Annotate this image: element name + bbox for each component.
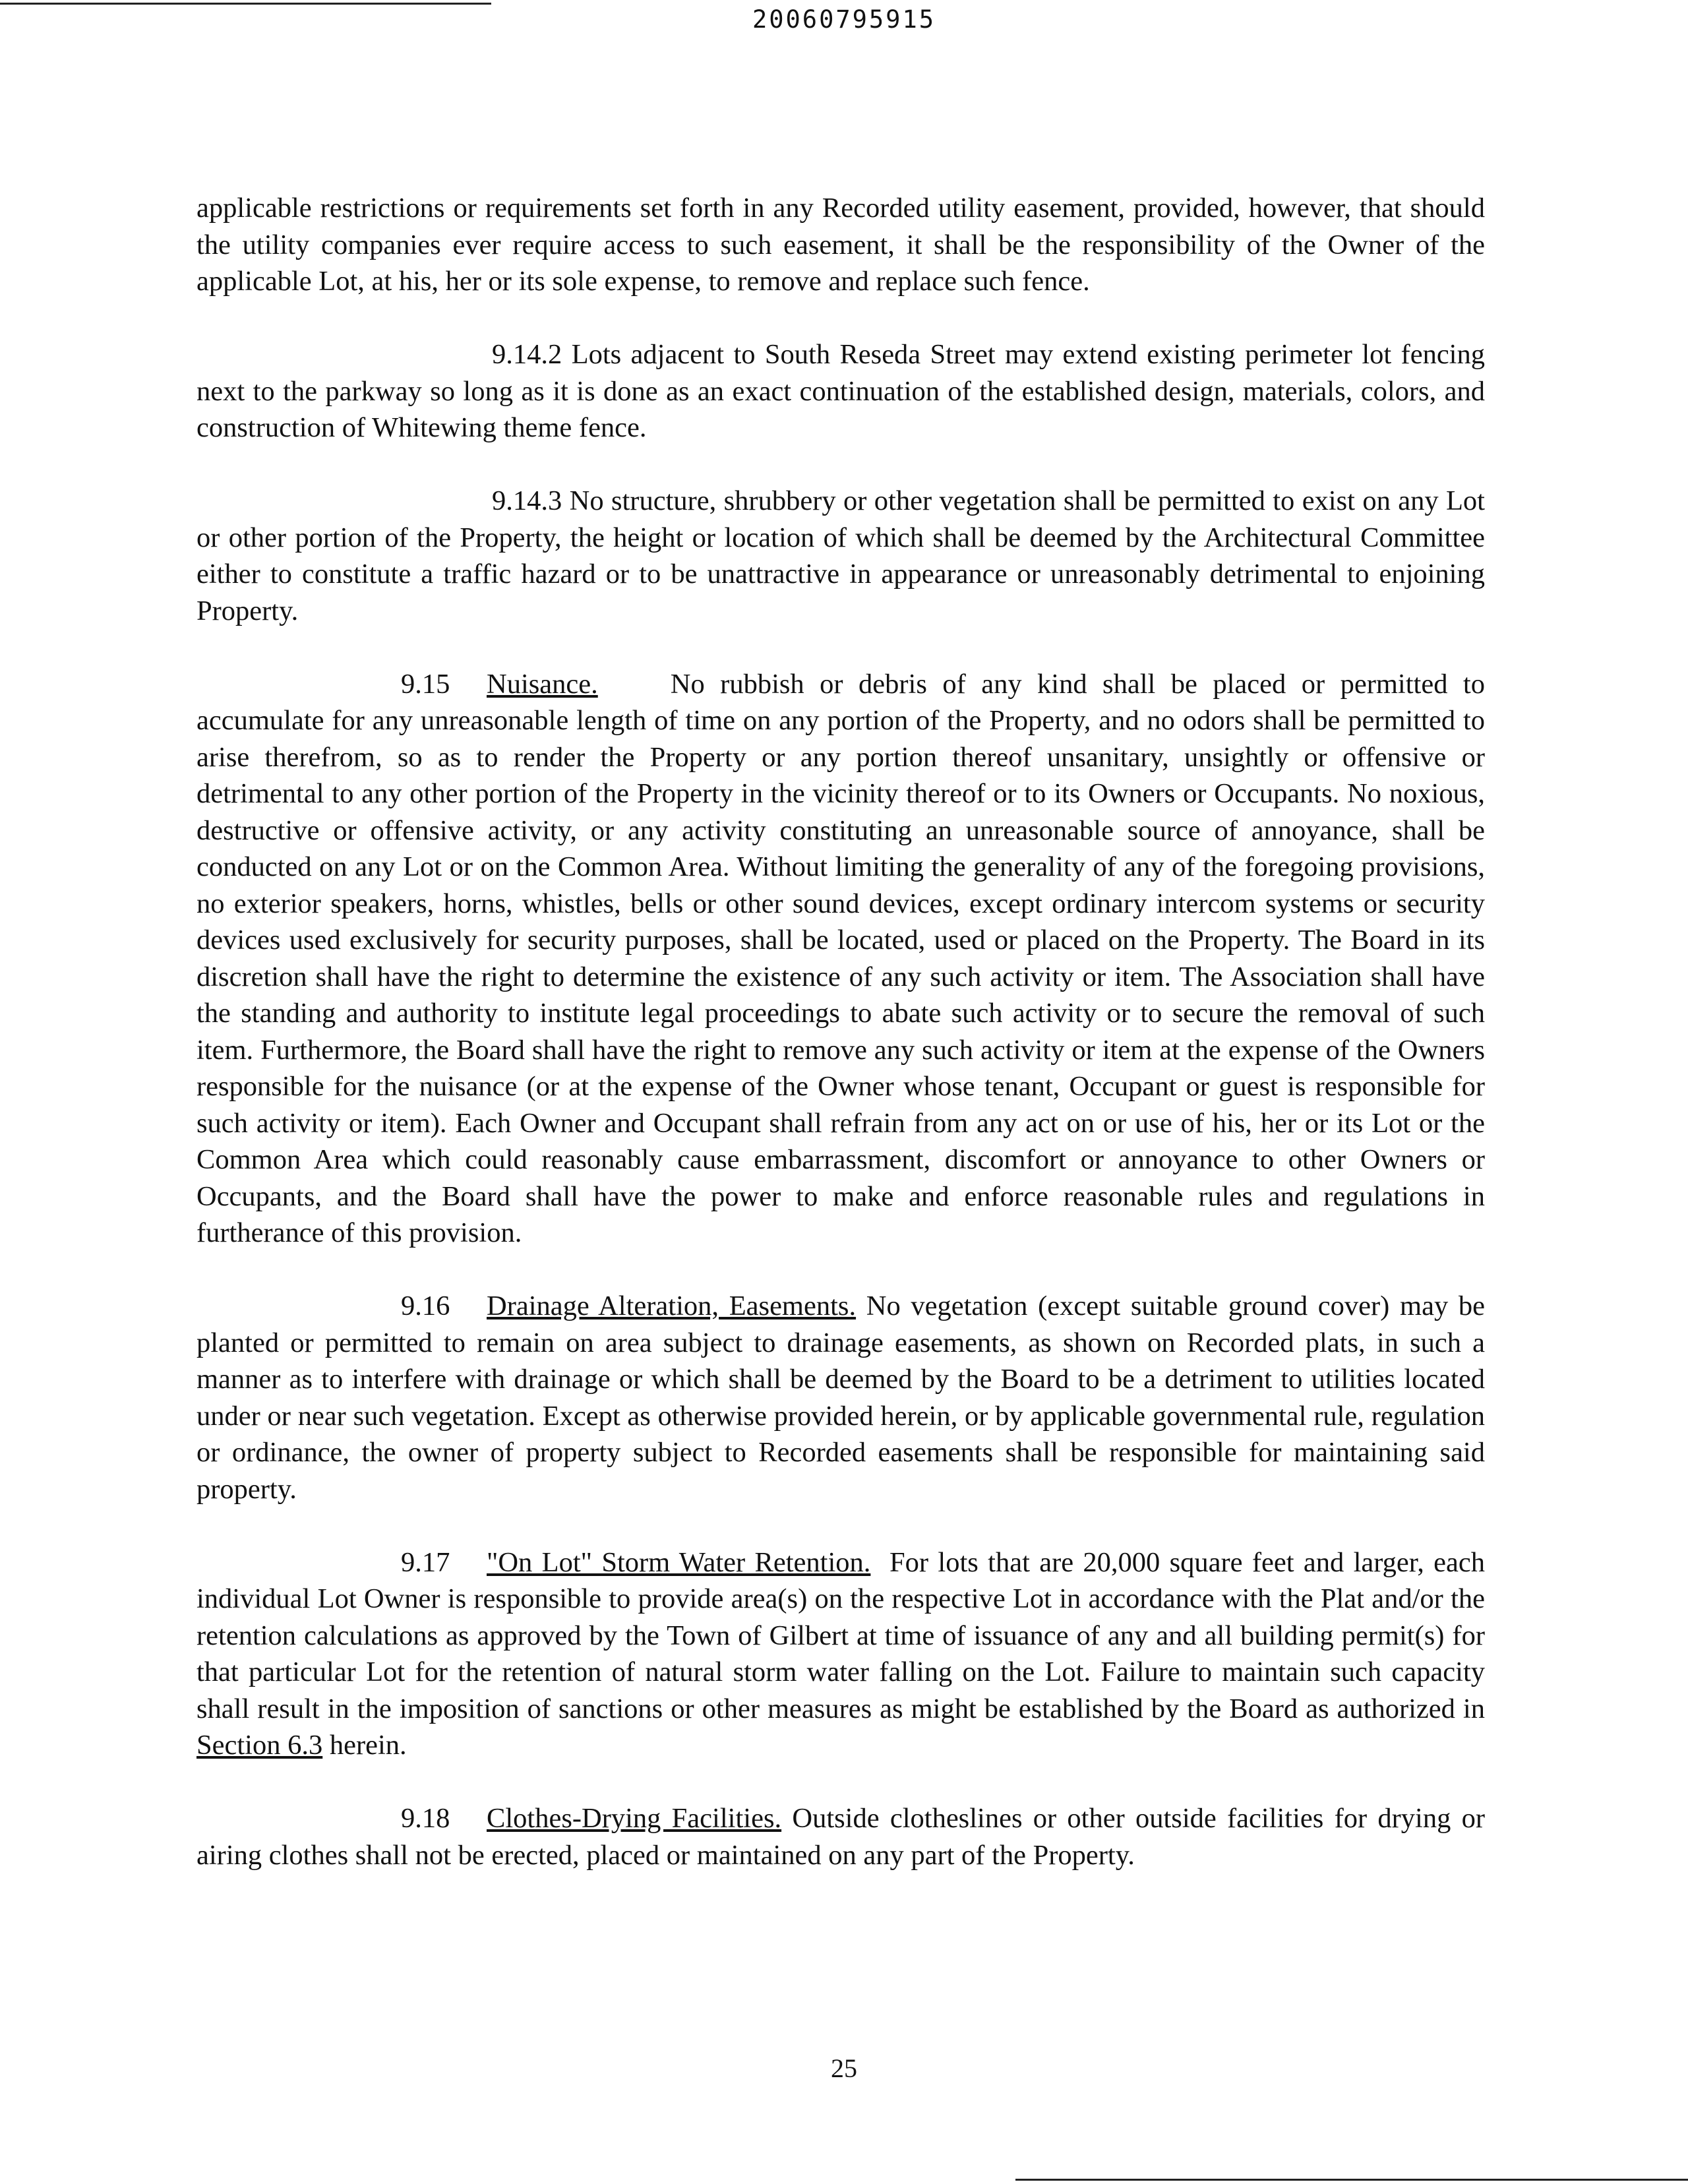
section-number: 9.17	[401, 1546, 450, 1578]
paragraph-9-14-2: 9.14.2 Lots adjacent to South Reseda Street may extend existing perimeter lot fencing next to the parkway so long as it is done as an exact continuation of the established design, materials, colors, and construction of Whitewing theme fence.	[196, 339, 1485, 443]
section-body: No vegetation (except suitable ground cover) may be planted or permitted to remain on area subject to drainage easements, as shown on Recorded plats, in such a manner as to interfere with drainage or which shall be deemed by the Board to be a detriment to utilities located under or near such vegetation. Except as otherwise provided herein, or by applicable governmental rule, regulation or ordinance, the owner of property subject to Recorded easements shall be responsible for maintaining said property.	[196, 1290, 1485, 1505]
section-9-15	[196, 666, 1485, 1252]
section-body: Outside clotheslines or other outside facilities for drying or airing clothes shall not be erected, placed or maintained on any part of the Property.	[196, 1803, 1485, 1871]
section-title: Nuisance.	[487, 668, 598, 700]
section-number: 9.18	[401, 1803, 450, 1834]
paragraph-9-14-3: 9.14.3 No structure, shrubbery or other vegetation shall be permitted to exist on any Lot or other portion of the Property, the height or location of which shall be deemed by the Architectural Committee either to constitute a traffic hazard or to be unattractive in appearance or unreasonably detrimental to enjoining Property.	[196, 485, 1485, 626]
document-body	[196, 190, 1485, 1910]
section-9-17	[196, 1544, 1485, 1764]
section-title: "On Lot" Storm Water Retention.	[487, 1546, 871, 1578]
scan-edge-line-bottom	[1015, 2179, 1688, 2181]
recording-number: 20060795915	[752, 5, 936, 34]
section-9-16	[196, 1288, 1485, 1507]
section-9-18	[196, 1800, 1485, 1873]
section-body: No rubbish or debris of any kind shall be placed or permitted to accumulate for any unreasonable length of time on any portion of the Property, and no odors shall be permitted to arise therefrom, so as to render the Property or any portion thereof unsanitary, unsightly or offensive or detrimental to any other portion of the Property in the vicinity thereof or to its Owners or Occupants. No noxious, destructive or offensive activity, or any activity constituting an unreasonable source of annoyance, shall be conducted on any Lot or on the Common Area. Without limiting the generality of any of the foregoing provisions, no exterior speakers, horns, whistles, bells or other sound devices, except ordinary intercom systems or security devices used exclusively for security purposes, shall be located, used or placed on the Property. The Board in its discretion shall have the right to determine the existence of any such activity or item. The Association shall have the standing and authority to institute legal proceedings to abate such activity or to secure the removal of such item. Furthermore, the Board shall have the right to remove any such activity or item at the expense of the Owners responsible for the nuisance (or at the expense of the Owner whose tenant, Occupant or guest is responsible for such activity or item). Each Owner and Occupant shall refrain from any act on or use of his, her or its Lot or the Common Area which could reasonably cause embarrassment, discomfort or annoyance to other Owners or Occupants, and the Board shall have the power to make and enforce reasonable rules and regulations in furtherance of this provision.	[196, 668, 1485, 1248]
section-title: Drainage Alteration, Easements.	[487, 1290, 857, 1321]
section-reference-link: Section 6.3	[196, 1730, 323, 1761]
section-body-end: herein.	[329, 1730, 407, 1761]
page-number: 25	[831, 2053, 857, 2083]
section-title: Clothes-Drying Facilities.	[487, 1803, 782, 1834]
section-number: 9.16	[401, 1290, 450, 1321]
section-body: For lots that are 20,000 square feet and larger, each individual Lot Owner is responsible to provide area(s) on the respective Lot in accordance with the Plat and/or the retention calculations as approved by the Town of Gilbert at time of issuance of any and all building permit(s) for that particular Lot for the retention of natural storm water falling on the Lot. Failure to maintain such capacity shall result in the imposition of sanctions or other measures as might be established by the Board as authorized in	[196, 1546, 1485, 1724]
section-number: 9.15	[401, 668, 450, 700]
paragraph-continuation: applicable restrictions or requirements set forth in any Recorded utility easement, provided, however, that should the utility companies ever require access to such easement, it shall be the responsibility of the Owner of the applicable Lot, at his, her or its sole expense, to remove and replace such fence.	[196, 193, 1485, 297]
